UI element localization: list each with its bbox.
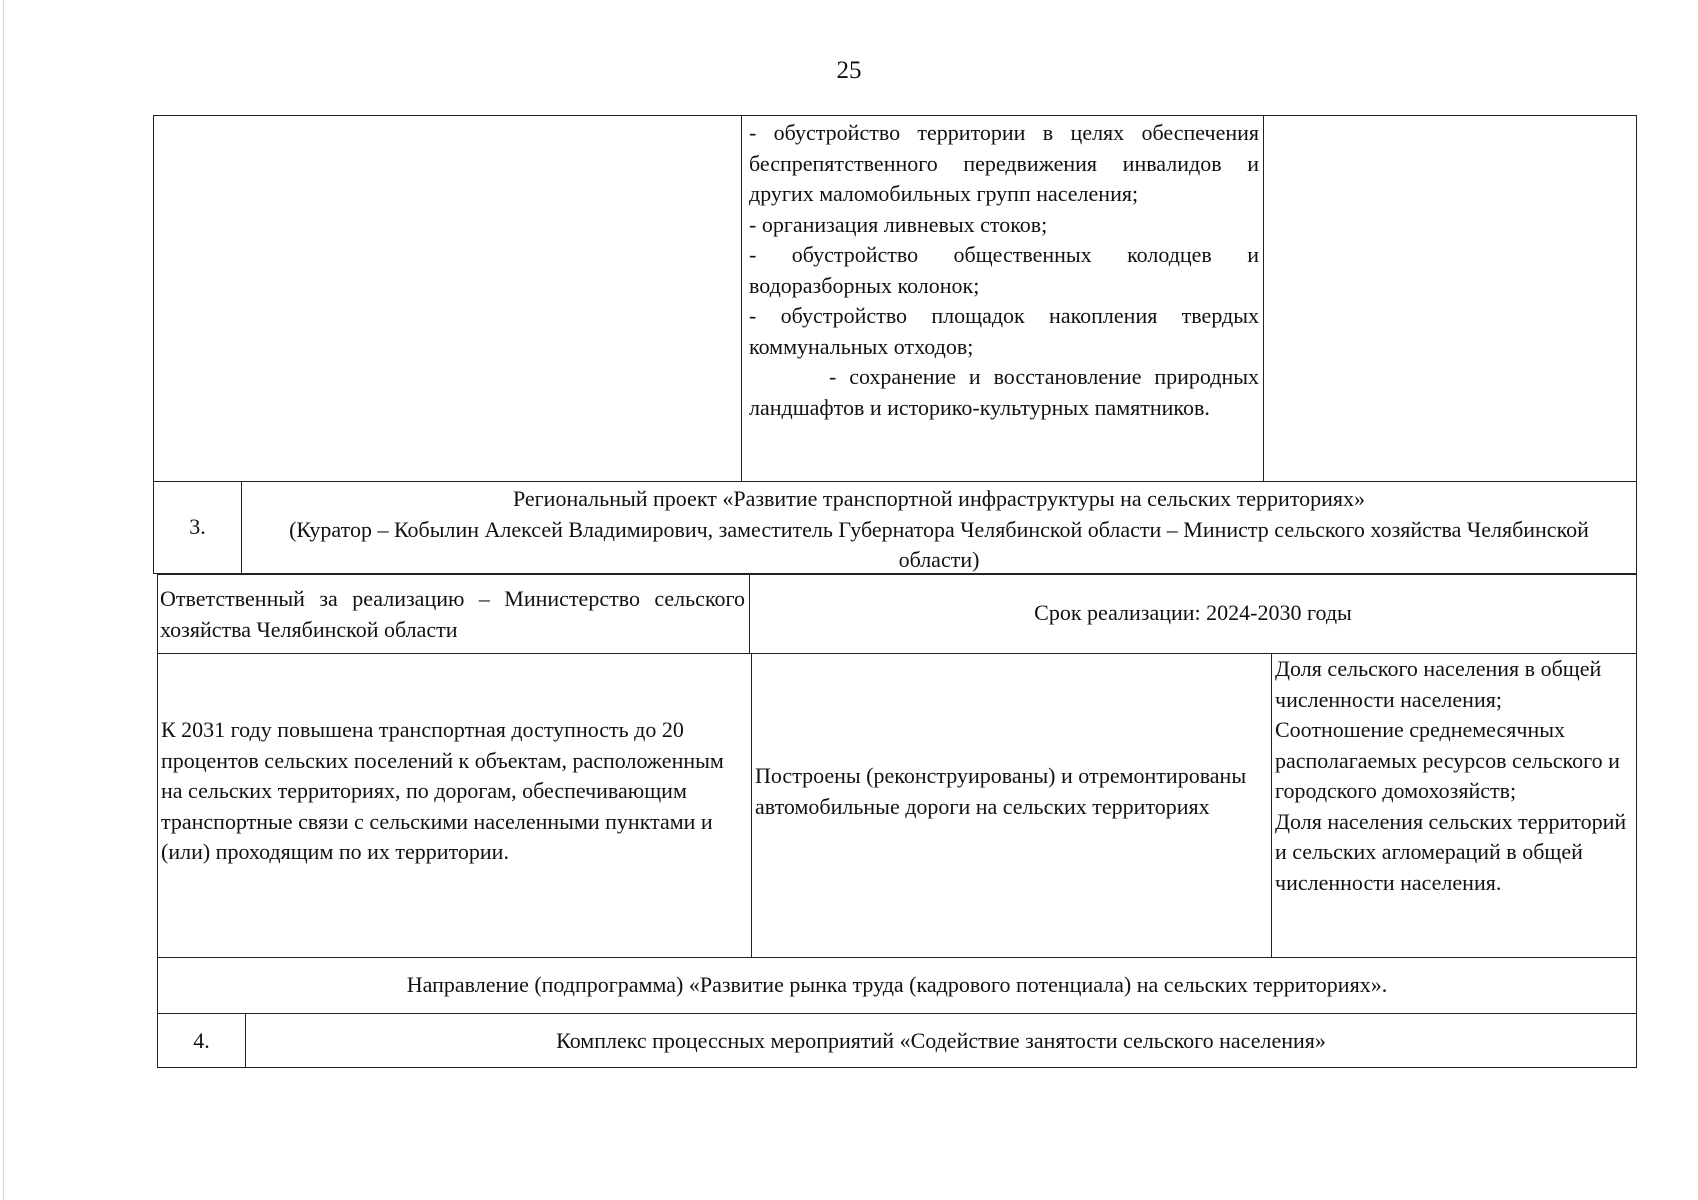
column-divider bbox=[1271, 654, 1272, 957]
term-text: Срок реализации: 2024-2030 годы bbox=[1034, 600, 1352, 625]
responsible-text: Ответственный за реализацию – Министерство сельского хозяйства Челябинской области bbox=[160, 586, 745, 642]
project-title: Региональный проект «Развитие транспортной инфраструктуры на сельских территориях» bbox=[512, 486, 1366, 511]
complex-title: Комплекс процессных мероприятий «Содействие занятости сельского населения» bbox=[556, 1028, 1326, 1053]
measure-item: - организация ливневых стоков; bbox=[749, 211, 1048, 237]
direction-row bbox=[157, 957, 1637, 1014]
column-divider bbox=[751, 654, 752, 957]
complex-number: 4. bbox=[193, 1028, 210, 1053]
project-title-cell bbox=[249, 484, 1629, 576]
indicators-cell bbox=[1275, 654, 1635, 898]
measure-item: - сохранение и восстановление природных ландшафтов и историко-культурных памятников. bbox=[749, 364, 1259, 420]
measure-item: - обустройство площадок накопления твердых коммунальных отходов; bbox=[749, 303, 1259, 359]
column-divider bbox=[741, 116, 742, 482]
project-number: 3. bbox=[189, 514, 206, 539]
measure-item: - обустройство территории в целях обеспечения беспрепятственного передвижения инвалидов и других маломобильных групп населения; bbox=[749, 120, 1259, 206]
column-divider bbox=[241, 482, 242, 573]
task-text: Построены (реконструированы) и отремонтированы автомобильные дороги на сельских территориях bbox=[755, 763, 1247, 819]
result-text: К 2031 году повышена транспортная доступность до 20 процентов сельских поселений к объектам, расположенным на сельских территориях, по дорогам, обеспечивающим транспортные связи с сельскими населенными пунктами и (или) проходящим по их территории. bbox=[161, 717, 724, 864]
indicator-item: Доля населения сельских территорий и сельских агломераций в общей численности населения. bbox=[1275, 808, 1627, 895]
project-header-row bbox=[153, 481, 1637, 574]
indicator-item: Соотношение среднемесячных располагаемых ресурсов сельского и городского домохозяйств; bbox=[1275, 717, 1620, 803]
scan-edge bbox=[3, 0, 4, 1200]
indicator-item: Доля сельского населения в общей численности населения; bbox=[1275, 656, 1602, 712]
measures-cell bbox=[749, 118, 1259, 423]
direction-text: Направление (подпрограмма) «Развитие рынка труда (кадрового потенциала) на сельских территориях». bbox=[406, 972, 1388, 997]
page-number: 25 bbox=[836, 57, 862, 84]
measures-row bbox=[153, 115, 1637, 483]
project-curator: (Куратор – Кобылин Алексей Владимирович, заместитель Губернатора Челябинской области – Министр сельского хозяйства Челябинской области) bbox=[289, 516, 1589, 572]
measure-item: - обустройство общественных колодцев и водоразборных колонок; bbox=[749, 242, 1259, 298]
goals-row bbox=[157, 653, 1637, 958]
complex-row bbox=[157, 1013, 1637, 1068]
column-divider bbox=[1263, 116, 1264, 482]
responsible-row bbox=[157, 574, 1637, 654]
